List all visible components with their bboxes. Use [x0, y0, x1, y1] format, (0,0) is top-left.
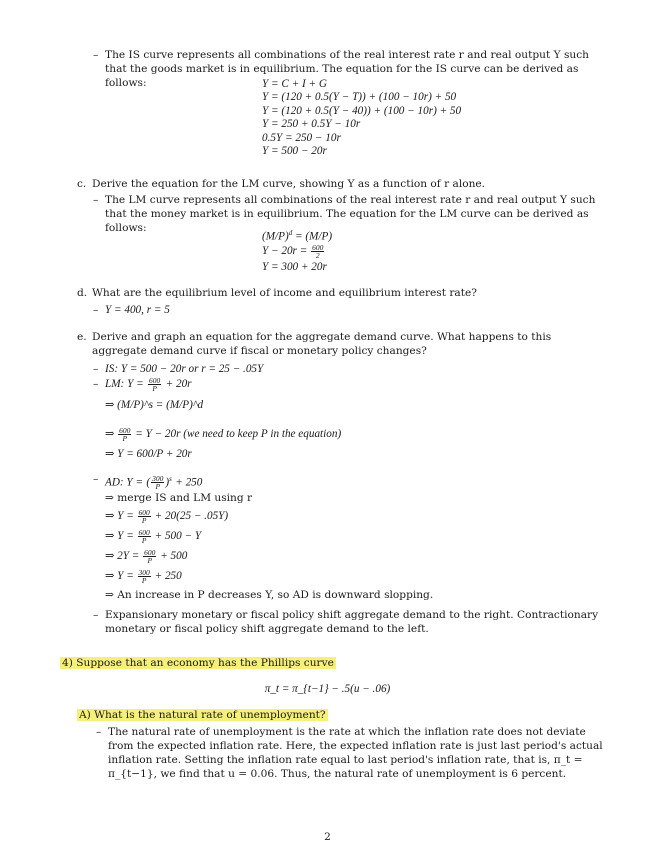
lm-step-text: = Y − 20r (we need to keep P in the equation): [135, 428, 342, 440]
part-e-letter: e.: [77, 331, 87, 343]
part-e-question-text: Derive and graph an equation for the aggregate demand curve. What happens to this aggregate demand curve if fiscal or monetary policy changes?: [92, 331, 552, 357]
part-c-letter: c.: [77, 178, 87, 190]
implies-arrow: ⇒: [105, 570, 115, 582]
part-d-letter: d.: [77, 287, 88, 299]
q4-phillips-equation: [0, 682, 655, 696]
lm-step: [105, 395, 203, 415]
implies-arrow: ⇒: [105, 399, 115, 411]
implies-arrow: ⇒: [105, 428, 115, 440]
ad-suffix: + 250: [175, 476, 203, 489]
ad-step-fraction: $\frac{600}{P}$: [138, 507, 150, 525]
ad-step: ⇒ Y = $\frac{300}{P}$ + 250: [105, 567, 182, 585]
sub-a-answer-text: The natural rate of unemployment is the rate at which the inflation rate does not deviate from the expected inflation rate. Here, the expected inflation rate is just last period's actual inflation rate. Setting the inflation rate equal to last period's inflation rate, that is, π_t = π_{t−1}, we find that u = 0.06. Thus, the natural rate of unemployment is 6 percent.: [108, 726, 603, 780]
lm-eq2-num: 600: [312, 242, 324, 252]
ad-step-fraction: $\frac{600}{P}$: [138, 527, 150, 545]
part-e-policy-note: – Expansionary monetary or fiscal policy shift aggregate demand to the right. Contractionary monetary or fiscal policy shift aggregate demand to the left.: [93, 609, 599, 635]
lm-step: [105, 424, 341, 444]
lm-eq1-right: (M/P): [305, 230, 333, 243]
lm-eq3: Y = 300 + 20r: [262, 261, 327, 273]
implies-arrow: ⇒: [105, 448, 115, 460]
lm-eq2: Y − 20r =: [262, 245, 308, 257]
ad-step-text: + 500 − Y: [154, 530, 202, 542]
sub-a-heading-text: A) What is the natural rate of unemployment?: [79, 709, 326, 721]
is-equation: Y = 500 − 20r: [262, 144, 327, 157]
part-e-lm-line: – LM: Y = $\frac{600}{P}$ + 20r: [93, 375, 192, 393]
implies-arrow: ⇒: [105, 589, 114, 601]
part-e-question: [77, 330, 602, 358]
part-e-ad-line: – AD: Y = ( $\frac{300}{P}$ )$^s$ + 250: [93, 473, 203, 492]
lm-eq1-left: (M/P): [262, 230, 289, 243]
ad-fraction: $\frac{300}{P}$: [152, 474, 164, 492]
ad-step: ⇒ 2Y = $\frac{600}{P}$ + 500: [105, 547, 188, 565]
implies-arrow: ⇒: [105, 550, 115, 562]
lm-eq2-fraction: [311, 244, 324, 259]
lm-step-fraction: $\frac{600}{P}$: [119, 425, 131, 443]
page-number: 2: [324, 831, 331, 843]
implies-arrow: ⇒: [105, 510, 115, 522]
q4-sub-a-answer: – The natural rate of unemployment is the rate at which the inflation rate does not deviate from the expected inflation rate. Here, the expected inflation rate is just last period's actual inflation rate. Setting the inflation rate equal to last period's inflation rate, that is, π_t = π_{t−1}, we find that u = 0.06. Thus, the natural rate of unemployment is 6 percent.: [96, 726, 603, 780]
q4-sub-a-heading: [77, 708, 328, 722]
is-equation: Y = C + I + G: [262, 78, 327, 90]
ad-step-text: + 500: [160, 550, 188, 562]
is-equation: Y = (120 + 0.5(Y − T)) + (100 − 10r) + 50: [262, 91, 457, 104]
lm-eq2-den: 2: [315, 250, 320, 260]
lm-eq1-sup: d: [288, 229, 293, 237]
lm-step-text: (M/P)^s = (M/P)^d: [117, 399, 204, 411]
q4-heading: [60, 656, 336, 670]
ad-step-fraction: $\frac{300}{P}$: [138, 567, 150, 585]
implies-arrow: ⇒: [105, 492, 114, 504]
part-c-question: [77, 177, 602, 191]
is-equation: Y = 250 + 0.5Y − 10r: [262, 118, 361, 131]
part-c-answer: – The LM curve represents all combinations of the real interest rate r and real output Y such that the money market is in equilibrium. The equation for the LM curve can be derived as follows:: [93, 194, 596, 234]
part-c-answer-text: The LM curve represents all combinations of the real interest rate r and real output Y such that the money market is in equilibrium. The equation for the LM curve can be derived as follows:: [105, 194, 596, 234]
part-d-answer-text: Y = 400, r = 5: [105, 304, 170, 316]
q4-heading-text: 4) Suppose that an economy has the Phillips curve: [62, 657, 334, 669]
part-d-question-text: What are the equilibrium level of income and equilibrium interest rate?: [92, 287, 477, 299]
is-equation: Y = (120 + 0.5(Y − 40)) + (100 − 10r) + 50: [262, 104, 462, 117]
part-d-answer: – Y = 400, r = 5: [93, 304, 170, 316]
phillips-equation-text: π_t = π_{t−1} − .5(u − .06): [264, 683, 391, 695]
part-e-is-line: – IS: Y = 500 − 20r or r = 25 − .05Y: [93, 363, 264, 375]
policy-note-text: Expansionary monetary or fiscal policy shift aggregate demand to the right. Contractionary monetary or fiscal policy shift aggregate demand to the left.: [105, 609, 599, 635]
part-c-question-text: Derive the equation for the LM curve, showing Y as a function of r alone.: [92, 178, 486, 190]
ad-step-text: + 250: [154, 570, 182, 582]
part-e-is-text: IS: Y = 500 − 20r or r = 25 − .05Y: [105, 363, 264, 375]
ad-step: ⇒ Y = $\frac{600}{P}$ + 20(25 − .05Y): [105, 507, 229, 525]
ad-step: ⇒ Y = $\frac{600}{P}$ + 500 − Y: [105, 527, 202, 545]
is-equations: [262, 77, 461, 157]
lm-suffix: + 20r: [165, 378, 192, 390]
lm-prefix: LM: Y =: [105, 378, 144, 390]
is-intro-text: The IS curve represents all combinations of the real interest rate r and real output Y such that the goods market is in equilibrium. The equation for the IS curve can be derived as follows:: [105, 49, 589, 89]
part-d-question: [77, 286, 602, 300]
ad-step-fraction: $\frac{600}{P}$: [144, 547, 156, 565]
is-intro: – The IS curve represents all combinations of the real interest rate r and real output Y such that the goods market is in equilibrium. The equation for the IS curve can be derived as follows:: [93, 49, 589, 89]
lm-fraction: $\frac{600}{P}$: [149, 375, 161, 393]
lm-step-text: Y = 600/P + 20r: [117, 448, 192, 460]
is-equation: 0.5Y = 250 − 10r: [262, 131, 341, 144]
lm-step: [105, 444, 192, 464]
lm-equations: $(M/P)^d = (M/P)$ Y − 20r = $\frac{600}{2}$ Y = 300 + 20r: [262, 229, 333, 273]
ad-step-text: merge IS and LM using r: [117, 492, 253, 504]
ad-step: [105, 585, 433, 605]
ad-step-text: An increase in P decreases Y, so AD is downward slopping.: [117, 589, 434, 601]
implies-arrow: ⇒: [105, 530, 115, 542]
ad-step: [105, 488, 252, 508]
ad-step-text: + 20(25 − .05Y): [154, 510, 229, 522]
ad-prefix: AD: Y =: [105, 476, 144, 489]
